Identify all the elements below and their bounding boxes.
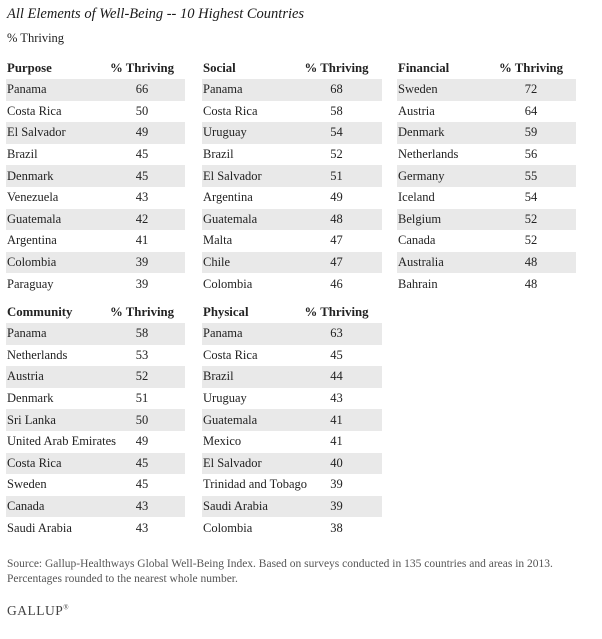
table-row — [6, 453, 185, 475]
country-cell: Netherlands — [398, 147, 459, 162]
value-cell: 43 — [135, 520, 149, 535]
country-cell: United Arab Emirates — [7, 434, 116, 449]
country-cell: Netherlands — [7, 347, 68, 362]
value-cell: 48 — [290, 209, 382, 231]
table-header-row — [6, 57, 185, 79]
country-cell: Australia — [397, 252, 485, 274]
value-cell: 43 — [98, 496, 185, 518]
country-cell: Argentina — [203, 190, 253, 205]
gallup-logo: GALLUP® — [7, 603, 70, 618]
table-row — [6, 474, 185, 496]
table-row — [6, 431, 185, 453]
country-cell: Sweden — [397, 79, 485, 101]
purpose-table — [6, 57, 185, 295]
table-header-row — [202, 301, 382, 323]
column-header-category: Purpose — [7, 60, 52, 75]
value-cell: 52 — [485, 209, 576, 231]
value-cell: 50 — [135, 103, 149, 118]
value-cell: 39 — [290, 496, 382, 518]
value-cell: 41 — [330, 434, 343, 449]
country-cell: El Salvador — [202, 453, 290, 475]
column-header-category: Social — [203, 60, 236, 75]
table-row — [397, 230, 576, 252]
value-cell: 43 — [330, 391, 343, 406]
column-header-value: % Thriving — [109, 304, 175, 319]
chart-subtitle: % Thriving — [7, 31, 65, 45]
table-row — [202, 409, 382, 431]
table-row — [202, 273, 382, 295]
value-cell: 58 — [98, 323, 185, 345]
table-row — [202, 144, 382, 166]
table-row — [6, 165, 185, 187]
table-row — [6, 122, 185, 144]
table-row — [6, 496, 185, 518]
value-cell: 54 — [524, 190, 538, 205]
value-cell: 46 — [330, 276, 343, 291]
value-cell: 47 — [290, 252, 382, 274]
country-cell: Malta — [203, 233, 233, 248]
table-header-row — [6, 301, 185, 323]
value-cell: 39 — [98, 252, 185, 274]
table-row — [6, 323, 185, 345]
value-cell: 63 — [290, 323, 382, 345]
financial-table — [397, 57, 576, 295]
value-cell: 49 — [135, 434, 149, 449]
table-row — [6, 144, 185, 166]
country-cell: Belgium — [397, 209, 485, 231]
table-row — [6, 252, 185, 274]
table-header-row — [397, 57, 576, 79]
table-row — [6, 409, 185, 431]
value-cell: 42 — [98, 209, 185, 231]
table-row — [202, 323, 382, 345]
table-row — [202, 388, 382, 410]
country-cell: Guatemala — [202, 209, 290, 231]
chart-title: All Elements of Well-Being -- 10 Highest Countries — [7, 6, 305, 22]
country-cell: Guatemala — [6, 209, 98, 231]
table-row — [202, 453, 382, 475]
country-cell: Venezuela — [7, 190, 59, 205]
table-row — [6, 345, 185, 367]
country-cell: Sweden — [7, 477, 47, 492]
country-cell: El Salvador — [6, 122, 98, 144]
value-cell: 58 — [330, 103, 343, 118]
table-row — [202, 517, 382, 539]
country-cell: Costa Rica — [7, 103, 62, 118]
table-row — [6, 209, 185, 231]
table-row — [202, 165, 382, 187]
value-cell: 55 — [485, 165, 576, 187]
value-cell: 39 — [135, 276, 149, 291]
country-cell: Guatemala — [202, 409, 290, 431]
value-cell: 41 — [135, 233, 149, 248]
value-cell: 50 — [98, 409, 185, 431]
table-row — [397, 165, 576, 187]
column-header-category: Community — [7, 304, 73, 319]
physical-table — [202, 301, 382, 539]
country-cell: El Salvador — [202, 165, 290, 187]
value-cell: 48 — [524, 276, 538, 291]
country-cell: Panama — [202, 323, 290, 345]
column-header-category: Physical — [203, 304, 249, 319]
value-cell: 45 — [135, 477, 149, 492]
table-row — [202, 431, 382, 453]
country-cell: Canada — [6, 496, 98, 518]
table-row — [397, 252, 576, 274]
value-cell: 44 — [290, 366, 382, 388]
table-row — [397, 209, 576, 231]
community-table — [6, 301, 185, 539]
table-row — [6, 517, 185, 539]
value-cell: 64 — [524, 103, 538, 118]
value-cell: 56 — [524, 147, 538, 162]
logo-text: GALLUP — [7, 603, 64, 618]
table-row — [6, 230, 185, 252]
country-cell: Trinidad and Tobago — [203, 477, 307, 492]
country-cell: Denmark — [6, 165, 98, 187]
value-cell: 68 — [290, 79, 382, 101]
table-row — [397, 101, 576, 123]
table-row — [202, 122, 382, 144]
value-cell: 54 — [290, 122, 382, 144]
column-header-category: Financial — [398, 60, 450, 75]
country-cell: Panama — [6, 79, 98, 101]
country-cell: Saudi Arabia — [202, 496, 290, 518]
table-row — [202, 230, 382, 252]
value-cell: 45 — [98, 453, 185, 475]
column-header-value: % Thriving — [304, 60, 369, 75]
table-row — [202, 474, 382, 496]
country-cell: Brazil — [202, 366, 290, 388]
value-cell: 48 — [485, 252, 576, 274]
country-cell: Argentina — [7, 233, 57, 248]
table-row — [202, 366, 382, 388]
country-cell: Mexico — [203, 434, 242, 449]
value-cell: 66 — [98, 79, 185, 101]
value-cell: 39 — [330, 477, 343, 492]
value-cell: 40 — [290, 453, 382, 475]
value-cell: 45 — [330, 347, 343, 362]
country-cell: Sri Lanka — [6, 409, 98, 431]
table-row — [397, 144, 576, 166]
country-cell: Brazil — [7, 147, 38, 162]
table-row — [6, 273, 185, 295]
table-row — [202, 101, 382, 123]
table-row — [202, 345, 382, 367]
country-cell: Denmark — [7, 391, 54, 406]
value-cell: 59 — [485, 122, 576, 144]
value-cell: 41 — [290, 409, 382, 431]
country-cell: Austria — [6, 366, 98, 388]
country-cell: Costa Rica — [203, 103, 258, 118]
country-cell: Chile — [202, 252, 290, 274]
value-cell: 51 — [290, 165, 382, 187]
table-row — [202, 79, 382, 101]
table-row — [202, 187, 382, 209]
country-cell: Canada — [398, 233, 436, 248]
value-cell: 45 — [135, 147, 149, 162]
table-row — [6, 388, 185, 410]
value-cell: 53 — [135, 347, 149, 362]
value-cell: 72 — [485, 79, 576, 101]
country-cell: Germany — [397, 165, 485, 187]
country-cell: Panama — [202, 79, 290, 101]
country-cell: Austria — [398, 103, 435, 118]
country-cell: Colombia — [6, 252, 98, 274]
table-row — [202, 252, 382, 274]
country-cell: Denmark — [397, 122, 485, 144]
value-cell: 43 — [135, 190, 149, 205]
table-row — [6, 187, 185, 209]
source-note: Source: Gallup-Healthways Global Well-Being Index. Based on surveys conducted in 135 countries and areas in 2013. Percentages rounded to the nearest whole number. — [7, 558, 553, 585]
country-cell: Panama — [6, 323, 98, 345]
social-table — [202, 57, 382, 295]
table-row — [202, 496, 382, 518]
value-cell: 52 — [524, 233, 538, 248]
value-cell: 51 — [135, 391, 149, 406]
country-cell: Uruguay — [202, 122, 290, 144]
value-cell: 49 — [98, 122, 185, 144]
table-row — [397, 273, 576, 295]
column-header-value: % Thriving — [304, 304, 369, 319]
table-row — [397, 122, 576, 144]
value-cell: 49 — [330, 190, 343, 205]
country-cell: Iceland — [398, 190, 435, 205]
country-cell: Saudi Arabia — [7, 520, 72, 535]
table-row — [202, 209, 382, 231]
country-cell: Colombia — [203, 276, 253, 291]
table-row — [6, 101, 185, 123]
table-row — [397, 79, 576, 101]
table-row — [6, 79, 185, 101]
value-cell: 38 — [330, 520, 343, 535]
country-cell: Costa Rica — [203, 347, 258, 362]
column-header-value: % Thriving — [109, 60, 175, 75]
value-cell: 45 — [98, 165, 185, 187]
value-cell: 47 — [330, 233, 343, 248]
column-header-value: % Thriving — [498, 60, 564, 75]
country-cell: Brazil — [203, 147, 234, 162]
country-cell: Paraguay — [7, 276, 54, 291]
country-cell: Bahrain — [398, 276, 438, 291]
country-cell: Costa Rica — [6, 453, 98, 475]
country-cell: Colombia — [203, 520, 253, 535]
table-row — [397, 187, 576, 209]
value-cell: 52 — [330, 147, 343, 162]
table-header-row — [202, 57, 382, 79]
table-row — [6, 366, 185, 388]
value-cell: 52 — [98, 366, 185, 388]
country-cell: Uruguay — [203, 391, 247, 406]
